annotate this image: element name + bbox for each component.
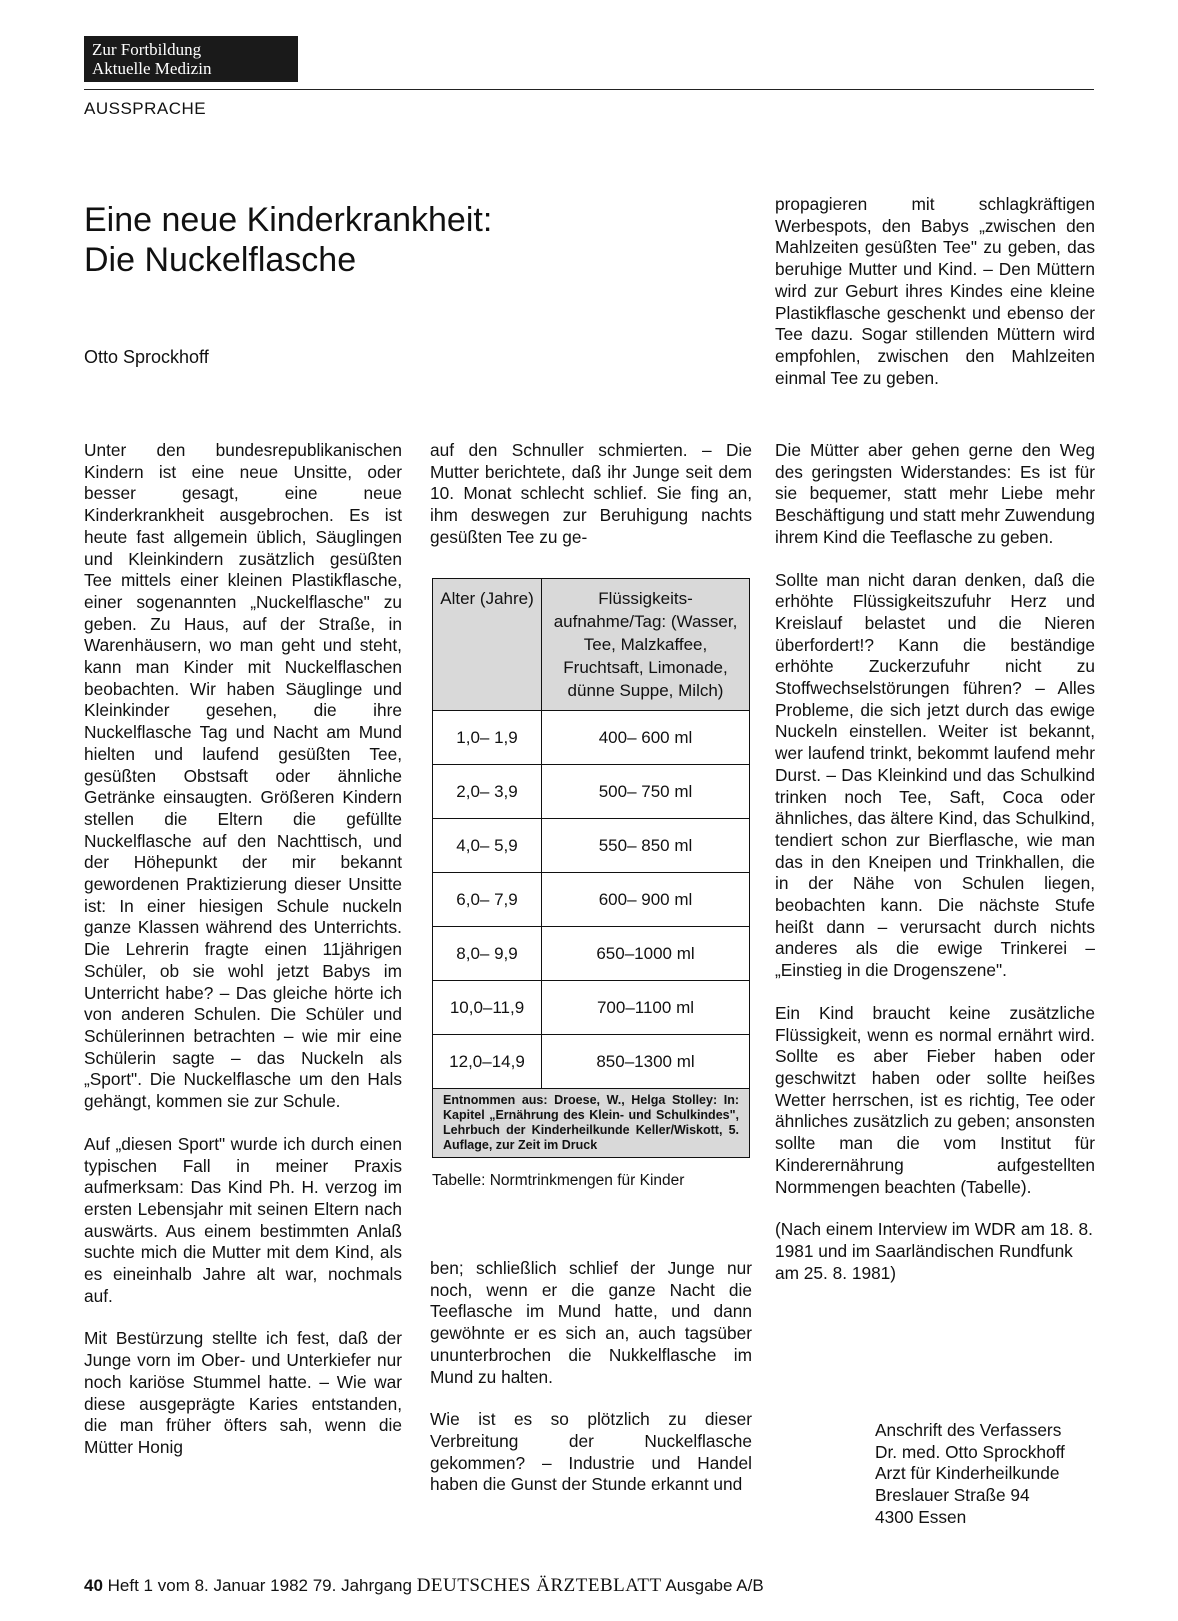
table-row [433, 819, 750, 873]
column-1 [84, 440, 402, 1480]
cell-fluid: 550– 850 ml [542, 819, 750, 873]
cell-fluid: 850–1300 ml [542, 1035, 750, 1089]
cell-fluid: 600– 900 ml [542, 873, 750, 927]
author-name: Otto Sprockhoff [84, 347, 209, 367]
table-source-note: Entnommen aus: Droese, W., Helga Stolley: In: Kapitel „Ernährung des Klein- und Schulkindes", Lehrbuch der Kinderheilkunde Keller/Wiskott, 5. Auflage, zur Zeit im Druck [432, 1089, 750, 1158]
header-age: Alter (Jahre) [433, 579, 542, 711]
paragraph: propagieren mit schlagkräftigen Werbespots, den Babys „zwischen den Mahlzeiten gesüßten Tee" zu geben, das beruhige Mutter und Kind. – Den Müttern wird zur Geburt ihres Kindes eine kleine Plastikflasche geschenkt und ebenso der Tee dazu. Sogar stillenden Müttern wird empfohlen, zwischen den Mahlzeiten einmal Tee zu geben. [775, 194, 1095, 388]
table-row [433, 873, 750, 927]
cell-age: 2,0– 3,9 [433, 765, 542, 819]
paragraph: Auf „diesen Sport" wurde ich durch einen typischen Fall in meiner Praxis aufmerksam: Das Kind Ph. H. verzog im ersten Lebensjahr mit seinen Eltern nach auswärts. Aus einem bestimmten Anlaß suchte mich die Mutter mit dem Kind, als es eineinhalb Jahre alt war, nochmals auf. [84, 1133, 402, 1306]
address-line: Anschrift des Verfassers [875, 1420, 1062, 1440]
paragraph: Sollte man nicht daran denken, daß die erhöhte Flüssigkeitszufuhr Herz und Kreislauf belastet und die Nieren überfordert!? Kann die beständige erhöhte Zuckerzufuhr nicht zu Stoffwechselstörungen führen? – Alles Probleme, die sich jetzt durch das ewige Nuckeln einstellen. Weiter ist bekannt, wer laufend trinkt, bekommt laufend mehr Durst. – Das Kleinkind und das Schulkind trinken noch Tee, Saft, Coca oder ähnliches, das ältere Kind, das Schulkind, tendiert schon zur Bierflasche, wie man das in den Kneipen und Trinkhallen, die in der Nähe von Schulen liegen, beobachten kann. Die nächste Stufe heißt dann – verursacht durch nichts anderes als die ewige Trinkerei – „Einstieg in die Drogenszene". [775, 569, 1095, 981]
cell-fluid: 400– 600 ml [542, 711, 750, 765]
article-title [84, 200, 492, 280]
table-row [433, 927, 750, 981]
title-line1: Eine neue Kinderkrankheit: [84, 201, 493, 239]
section-heading: AUSSPRACHE [84, 99, 207, 118]
page-number: 40 [84, 1576, 103, 1595]
column-3-main [775, 440, 1095, 1305]
section-label-line2: Aktuelle Medizin [92, 59, 212, 78]
table-caption: Tabelle: Normtrinkmengen für Kinder [432, 1172, 685, 1189]
table-row [433, 711, 750, 765]
paragraph: auf den Schnuller schmierten. – Die Mutter berichtete, daß ihr Junge seit dem 10. Monat schlecht schlief. Sie fing an, ihm deswegen zur Beruhigung nachts gesüßten Tee zu ge- [430, 440, 752, 547]
table-row [433, 1035, 750, 1089]
header-rule [84, 89, 1094, 90]
cell-age: 6,0– 7,9 [433, 873, 542, 927]
cell-age: 12,0–14,9 [433, 1035, 542, 1089]
norm-table-block [432, 578, 750, 1190]
paragraph: Die Mütter aber gehen gerne den Weg des geringsten Widerstandes: Es ist für sie bequemer, statt mehr Liebe mehr Beschäftigung und statt mehr Zuwendung ihrem Kind die Teeflasche zu geben. [775, 440, 1095, 547]
address-line: 4300 Essen [875, 1506, 967, 1527]
table-row [433, 981, 750, 1035]
cell-fluid: 650–1000 ml [542, 927, 750, 981]
norm-table [432, 578, 750, 1089]
edition-info: Ausgabe A/B [665, 1576, 764, 1595]
cell-age: 10,0–11,9 [433, 981, 542, 1035]
paragraph: (Nach einem Interview im WDR am 18. 8. 1981 und im Saarländischen Rundfunk am 25. 8. 1981) [775, 1219, 1093, 1283]
address-line: Arzt für Kinderheilkunde [875, 1463, 1060, 1484]
section-label-line1: Zur Fortbildung [92, 40, 202, 59]
table-header-row [433, 579, 750, 711]
page-footer [84, 1575, 764, 1597]
column-3-top [775, 194, 1095, 410]
paragraph: Wie ist es so plötzlich zu dieser Verbreitung der Nuckelflasche gekommen? – Industrie und Handel haben die Gunst der Stunde erkannt und [430, 1409, 752, 1495]
column-2-bottom [430, 1258, 752, 1517]
paragraph: ben; schließlich schlief der Junge nur noch, wenn er die ganze Nacht die Teeflasche im Mund hatte, und dann gewöhnte er es sich an, auch tagsüber ununterbrochen die Nukkelflasche im Mund zu halten. [430, 1258, 752, 1387]
issue-info: Heft 1 vom 8. Januar 1982 79. Jahrgang [107, 1576, 412, 1595]
paragraph: Mit Bestürzung stellte ich fest, daß der Junge vorn im Ober- und Unterkiefer nur noch kariöse Stummel hatte. – Wie war diese ausgeprägte Karies entstanden, die man früher öfters sah, wenn die Mütter Honig [84, 1328, 402, 1457]
cell-fluid: 700–1100 ml [542, 981, 750, 1035]
header-fluid: Flüssigkeits-aufnahme/Tag: (Wasser, Tee, Malzkaffee, Fruchtsaft, Limonade, dünne Suppe, Milch) [542, 579, 750, 711]
author-address [875, 1420, 1065, 1529]
cell-age: 8,0– 9,9 [433, 927, 542, 981]
section-label-box [84, 36, 298, 82]
table-row [433, 765, 750, 819]
address-line: Breslauer Straße 94 [875, 1485, 1030, 1506]
journal-name: DEUTSCHES ÄRZTEBLATT [416, 1575, 662, 1596]
paragraph: Ein Kind braucht keine zusätzliche Flüssigkeit, wenn es normal ernährt wird. Sollte es aber Fieber haben oder geschwitzt haben oder sollte heißes Wetter herrschen, ist es richtig, Tee oder ähnliches zusätzlich zu geben; ansonsten sollte man die vom Institut für Kinderernährung aufgestellten Normmengen beachten (Tabelle). [775, 1002, 1095, 1197]
cell-fluid: 500– 750 ml [542, 765, 750, 819]
address-line: Dr. med. Otto Sprockhoff [875, 1441, 1065, 1462]
column-2-top [430, 440, 752, 570]
cell-age: 1,0– 1,9 [433, 711, 542, 765]
title-line2: Die Nuckelflasche [84, 241, 357, 279]
paragraph: Unter den bundesrepublikanischen Kindern ist eine neue Unsitte, oder besser gesagt, eine neue Kinderkrankheit ausgebrochen. Es ist heute fast allgemein üblich, Säuglingen und Kleinkindern zusätzlich gesüßten Tee mittels einer kleinen Plastikflasche, einer sogenannten „Nuckelflasche" zu geben. Zu Haus, auf der Straße, in Warenhäusern, wo man geht und steht, kann man Kinder mit Nuckelflaschen beobachten. Wir haben Säuglinge und Kleinkinder gesehen, die ihre Nuckelflasche Tag und Nacht am Mund hielten und laufend gesüßten Tee, gesüßten Obstsaft oder ähnliche Getränke einsaugten. Größeren Kindern stellen die Eltern die gefüllte Nuckelflasche auf den Nachttisch, und der Höhepunkt der mir bekannt gewordenen Praktizierung dieser Unsitte ist: In einer hiesigen Schule nuckeln ganze Klassen während des Unterrichts. Die Lehrerin fragte einen 11jährigen Schüler, ob sie wohl jetzt Babys im Unterricht habe? – Das gleiche hörte ich von anderen Schulen. Die Schüler und Schülerinnen betrachten – wie mir eine Schülerin sagte – das Nuckeln als „Sport". Die Nuckelflasche um den Hals gehängt, kommen sie zur Schule. [84, 440, 402, 1112]
cell-age: 4,0– 5,9 [433, 819, 542, 873]
